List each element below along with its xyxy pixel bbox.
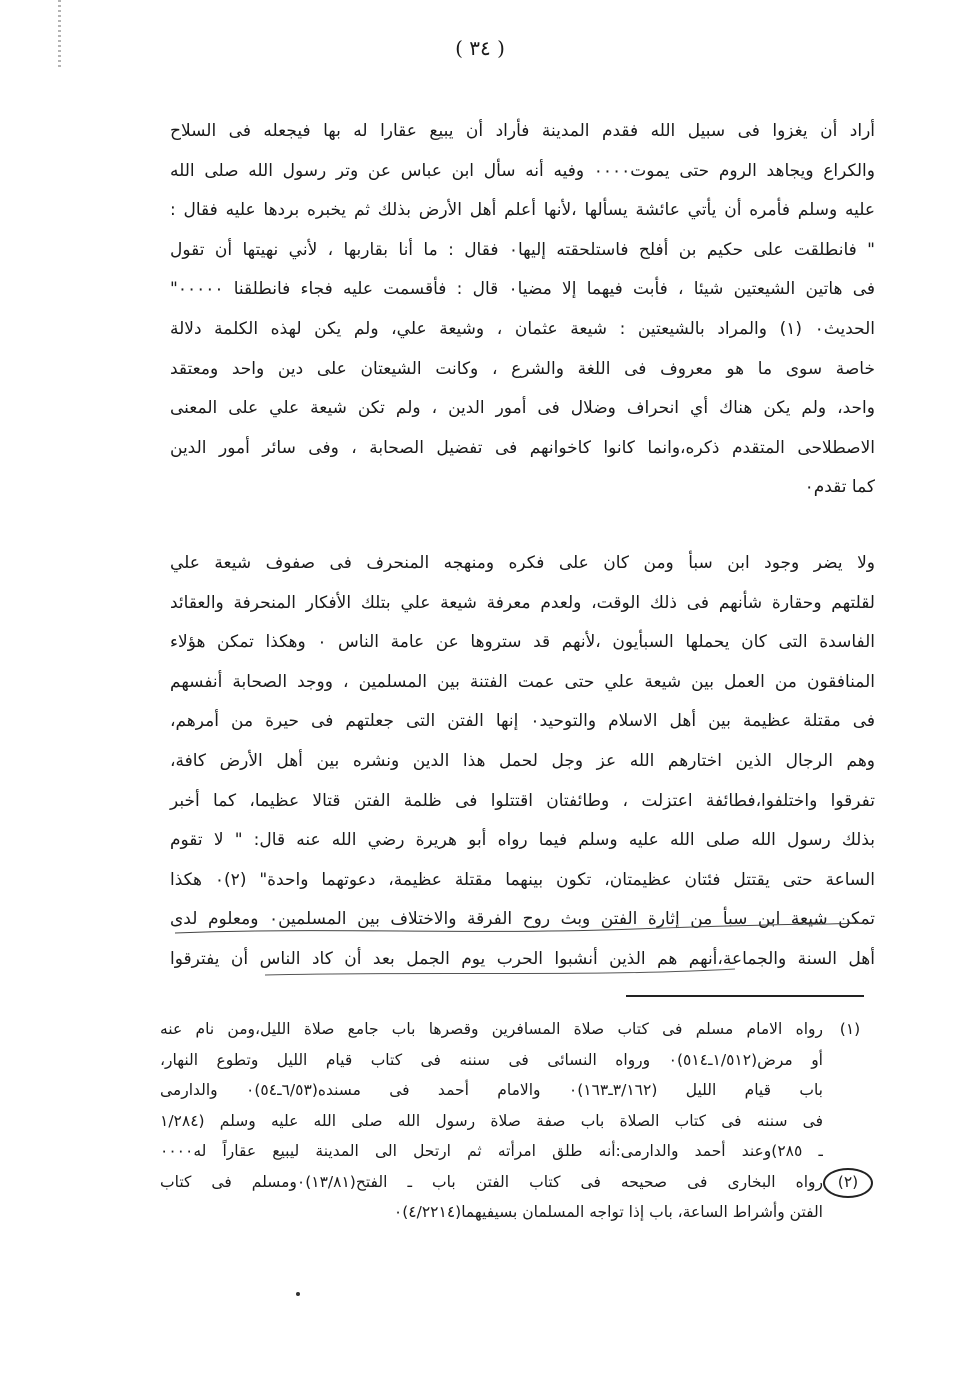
- footnote-line: الفتن وأشراط الساعة، باب إذا تواجه المسلمان بسيفيهما(٤/٢٢١٤)٠: [393, 1203, 823, 1221]
- page-number: ( ٣٤ ): [455, 36, 505, 60]
- footnotes: [160, 1014, 875, 1228]
- body-line: أهل السنة والجماعة،أنهم هم الذين أنشبوا الحرب يوم الجمل بعد أن كاد الناس أن يفترقوا: [170, 948, 875, 969]
- body-line: بذلك رسول الله صلى الله عليه وسلم فيما رواه أبو هريرة رضي الله عنه قال: " لا تقوم: [170, 830, 875, 851]
- body-line: أراد أن يغزوا فى سبيل الله فقدم المدينة فأراد أن يبيع عقارا له بها فيجعله فى السلاح: [170, 121, 875, 141]
- body-line: " فانطلقت على حكيم بن أفلح فاستلحقته إليها٠ فقال : ما أنا بقاربها ، لأني نهيتها أن تقول: [170, 239, 875, 260]
- body-line: الفاسدة التى كان يحملها السبأيون ،لأنهم قد ستروها عن عامة الناس ٠ وهكذا تمكن هؤلاء: [170, 632, 876, 653]
- body-line: ولا يضر وجود ابن سبأ ومن كان على فكره ومنهجه المنحرف فى صفوف شيعة علي: [170, 552, 875, 573]
- body-line: كما تقدم٠: [804, 477, 875, 498]
- footnote-line: باب قيام الليل (٣/١٦٢ـ١٦٣)٠ والامام أحمد فى مسنده(٦/٥٣ـ٥٤)٠ والدارمى: [160, 1081, 823, 1099]
- footnote-line: رواه البخارى فى صحيحه فى كتاب الفتن باب ـ الفتح(١٣/٨١)٠ومسلم فى كتاب: [160, 1172, 823, 1191]
- footnote-2: [160, 1167, 875, 1228]
- body-line: فى مقتلة عظيمة بين أهل الاسلام والتوحيد٠ إنها الفتن التى جعلتهم فى حيرة من أمرهم،: [170, 711, 875, 732]
- footnote-1: [160, 1014, 875, 1167]
- body-line: واحد، ولم يكن هناك أي انحراف وضلال فى أمور الدين ، ولم تكن شيعة علي على المعنى: [170, 398, 875, 419]
- body-text: [170, 112, 875, 979]
- footnote-line: فى سننه فى كتاب الصلاة باب صفة صلاة رسول الله صلى الله عليه وسلم (١/٢٨٤: [160, 1111, 823, 1130]
- body-line: المنافقون من العمل بين شيعة علي حتى عمت الفتنة بين المسلمين ، ووجد الصحابة أنفسهم: [170, 671, 875, 692]
- body-line: وهم الرجال الذين اختارهم الله عز وجل لحمل هذا الدين ونشره بين أهل الأرض كافة،: [170, 750, 875, 771]
- body-line: تمكن شيعة ابن سبأ من إثارة الفتن وبث روح الفرقة والاختلاف بين المسلمين٠ ومعلوم لدى: [170, 909, 876, 930]
- footnote-line: ـ ٢٨٥)وعند أحمد والدارمى:أنه طلق امرأته ثم ارتحل الى المدينة ليبيع عقاراً له٠٠٠٠: [160, 1142, 823, 1160]
- footnote-number: (٢): [823, 1168, 873, 1198]
- footnote-line: رواه الامام مسلم فى كتاب صلاة المسافرين وقصرها باب جامع صلاة الليل،ومن نام عنه: [160, 1020, 823, 1038]
- body-line: عليه وسلم فأمره أن يأتي عائشة يسألها ،لأنها أعلم أهل الأرض بذلك ثم يخبره بردها عليه فقال :: [170, 200, 875, 221]
- body-line: الساعة حتى يقتتل فئتان عظيمتان، تكون بينهما مقتلة عظيمة، دعوتهما واحدة" (٢)٠ هكذا: [170, 869, 875, 890]
- body-line: فى هاتين الشيعتين شيئا ، فأبت فيهما إلا مضيا٠ قال : فأقسمت عليه فجاء فانطلقنا ٠٠٠٠٠": [170, 279, 875, 300]
- footnote-separator: [626, 995, 864, 997]
- stray-mark: [296, 1292, 300, 1296]
- handwritten-underline: [175, 905, 865, 980]
- body-line: تفرقوا واختلفوا،فطائفة اعتزلت ، وطائفتان اقتتلوا فى ظلمة الفتن قتالا عظيما، كما أخبر: [170, 790, 875, 811]
- body-line: لقلتهم وحقارة شأنهم فى ذلك الوقت، ولعدم معرفة شيعة علي بتلك الأفكار المنحرفة والعقائد: [170, 592, 875, 613]
- footnote-number: (١): [839, 1020, 861, 1038]
- body-line: خاصة سوى ما هو معروف فى اللغة والشرع ، وكانت الشيعتان على دين واحد ومعتقد: [170, 358, 875, 379]
- body-line: الاصطلاحى المتقدم ذكره،وانما كانوا كاخوانهم فى تفضيل الصحابة ، وفى سائر أمور الدين: [170, 437, 875, 458]
- paragraph-gap: [170, 508, 875, 544]
- body-line: الحديث٠ (١) والمراد بالشيعتين : شيعة عثمان ، وشيعة علي، ولم يكن لهذه الكلمة دلالة: [170, 318, 875, 339]
- footnote-line: أو مرض(١/٥١٢ـ٥١٤)٠ ورواه النسائى فى سننه فى كتاب قيام الليل وتطوع النهار،: [160, 1050, 823, 1069]
- body-line: والكراع ويجاهد الروم حتى يموت٠٠٠٠ وفيه أنه سأل ابن عباس عن وتر رسول الله صلى الله: [170, 160, 875, 181]
